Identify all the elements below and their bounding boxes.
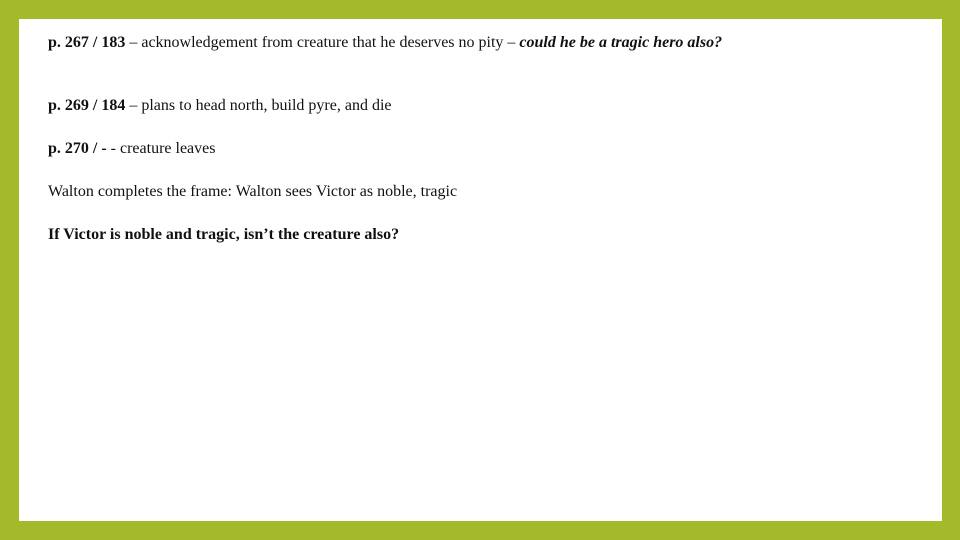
note-text: - creature leaves <box>106 140 216 157</box>
page-reference: p. 269 / 184 <box>48 97 126 114</box>
question-text: If Victor is noble and tragic, isn’t the creature also? <box>48 226 400 243</box>
note-text: Walton completes the frame: Walton sees Victor as noble, tragic <box>48 183 458 200</box>
paragraph-p267 <box>48 31 728 54</box>
note-text: – plans to head north, build pyre, and die <box>125 97 392 114</box>
paragraph-p270 <box>48 137 728 160</box>
question-text: could he be a tragic hero also? <box>519 34 723 51</box>
paragraph-walton-frame <box>48 180 728 203</box>
page-reference: p. 267 / 183 <box>48 34 126 51</box>
note-text: – acknowledgement from creature that he deserves no pity – <box>125 34 520 51</box>
slide-body <box>48 29 728 246</box>
paragraph-closing-question <box>48 223 728 246</box>
page-reference: p. 270 / - <box>48 140 107 157</box>
slide-canvas <box>19 19 942 521</box>
paragraph-p269 <box>48 94 728 117</box>
